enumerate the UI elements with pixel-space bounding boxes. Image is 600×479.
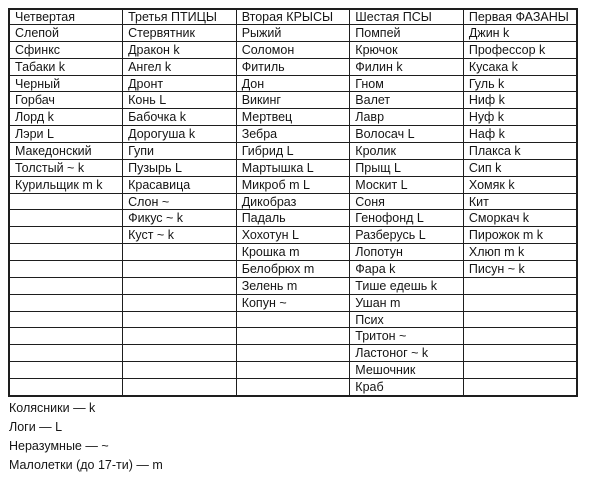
table-cell: Красавица	[123, 176, 237, 193]
table-row	[9, 193, 577, 210]
table-cell	[9, 261, 123, 278]
groups-table	[8, 8, 578, 397]
table-cell: Ангел k	[123, 58, 237, 75]
table-cell	[463, 362, 577, 379]
table-cell: Горбач	[9, 92, 123, 109]
table-cell: Филин k	[350, 58, 464, 75]
table-cell: Слон ~	[123, 193, 237, 210]
table-cell: Хомяк k	[463, 176, 577, 193]
table-row	[9, 92, 577, 109]
table-cell	[123, 244, 237, 261]
table-row	[9, 328, 577, 345]
table-cell	[9, 362, 123, 379]
table-cell	[236, 311, 350, 328]
table-cell: Гуль k	[463, 75, 577, 92]
table-cell: Слепой	[9, 25, 123, 42]
table-cell	[9, 379, 123, 396]
table-cell	[123, 328, 237, 345]
table-cell: Фикус ~ k	[123, 210, 237, 227]
table-cell: Ластоног ~ k	[350, 345, 464, 362]
table-cell: Ниф k	[463, 92, 577, 109]
table-cell: Фара k	[350, 261, 464, 278]
table-cell: Лэри L	[9, 126, 123, 143]
table-cell: Лавр	[350, 109, 464, 126]
table-cell: Викинг	[236, 92, 350, 109]
table-cell	[9, 345, 123, 362]
table-cell: Лопотун	[350, 244, 464, 261]
table-cell	[9, 294, 123, 311]
table-cell: Крючок	[350, 41, 464, 58]
table-row	[9, 244, 577, 261]
table-cell: Зелень m	[236, 277, 350, 294]
table-cell: Конь L	[123, 92, 237, 109]
table-cell: Лорд k	[9, 109, 123, 126]
table-cell	[123, 294, 237, 311]
table-cell: Черный	[9, 75, 123, 92]
column-header: Шестая ПСЫ	[350, 9, 464, 25]
header-row	[9, 9, 577, 25]
table-cell: Гупи	[123, 143, 237, 160]
table-cell: Генофонд L	[350, 210, 464, 227]
table-cell: Табаки k	[9, 58, 123, 75]
table-row	[9, 345, 577, 362]
legend-item: Неразумные — ~	[9, 439, 109, 453]
table-cell	[463, 345, 577, 362]
table-cell: Сип k	[463, 159, 577, 176]
table-cell: Куст ~ k	[123, 227, 237, 244]
legend	[9, 399, 163, 475]
column-header: Вторая КРЫСЫ	[236, 9, 350, 25]
table-cell: Плакса k	[463, 143, 577, 160]
table-row	[9, 379, 577, 396]
table-cell	[123, 345, 237, 362]
table-cell: Пузырь L	[123, 159, 237, 176]
table-cell	[9, 227, 123, 244]
table-cell: Валет	[350, 92, 464, 109]
table-cell: Крошка m	[236, 244, 350, 261]
table-cell	[236, 362, 350, 379]
table-cell: Хохотун L	[236, 227, 350, 244]
table-row	[9, 75, 577, 92]
legend-item: Логи — L	[9, 420, 63, 434]
table-cell: Москит L	[350, 176, 464, 193]
table-cell: Псих	[350, 311, 464, 328]
table-row	[9, 159, 577, 176]
table-cell: Кусака k	[463, 58, 577, 75]
table-cell	[123, 311, 237, 328]
legend-item: Колясники — k	[9, 401, 96, 415]
table-cell: Бабочка k	[123, 109, 237, 126]
table-cell: Мешочник	[350, 362, 464, 379]
table-cell: Рыжий	[236, 25, 350, 42]
table-cell: Дракон k	[123, 41, 237, 58]
table-cell: Падаль	[236, 210, 350, 227]
table-cell: Македонский	[9, 143, 123, 160]
table-cell	[123, 362, 237, 379]
table-cell: Наф k	[463, 126, 577, 143]
table-cell: Писун ~ k	[463, 261, 577, 278]
table-cell: Нуф k	[463, 109, 577, 126]
table-row	[9, 311, 577, 328]
column-header: Четвертая	[9, 9, 123, 25]
table-cell	[9, 244, 123, 261]
table-cell: Микроб m L	[236, 176, 350, 193]
table-cell	[9, 193, 123, 210]
table-cell: Гибрид L	[236, 143, 350, 160]
table-cell: Дронт	[123, 75, 237, 92]
table-cell	[9, 311, 123, 328]
table-cell	[9, 210, 123, 227]
table-cell	[123, 261, 237, 278]
table-cell	[123, 379, 237, 396]
table-row	[9, 277, 577, 294]
table-cell	[236, 379, 350, 396]
table-row	[9, 41, 577, 58]
table-cell: Фитиль	[236, 58, 350, 75]
table-cell: Дикобраз	[236, 193, 350, 210]
table-row	[9, 126, 577, 143]
table-cell: Мертвец	[236, 109, 350, 126]
column-header: Третья ПТИЦЫ	[123, 9, 237, 25]
table-row	[9, 109, 577, 126]
table-cell	[123, 277, 237, 294]
table-cell: Дон	[236, 75, 350, 92]
table-cell: Тритон ~	[350, 328, 464, 345]
table-cell	[236, 328, 350, 345]
table-cell: Стервятник	[123, 25, 237, 42]
table-cell: Пирожок m k	[463, 227, 577, 244]
table-cell: Гном	[350, 75, 464, 92]
table-cell: Курильщик m k	[9, 176, 123, 193]
table-cell	[463, 328, 577, 345]
table-cell: Краб	[350, 379, 464, 396]
table-cell	[463, 277, 577, 294]
table-cell	[463, 379, 577, 396]
table-cell: Мартышка L	[236, 159, 350, 176]
table-row	[9, 176, 577, 193]
table-cell: Дорогуша k	[123, 126, 237, 143]
table-row	[9, 143, 577, 160]
table-cell: Ушан m	[350, 294, 464, 311]
table-cell: Соня	[350, 193, 464, 210]
table-cell: Кит	[463, 193, 577, 210]
table-cell: Толстый ~ k	[9, 159, 123, 176]
table-cell: Сморкач k	[463, 210, 577, 227]
table-cell: Помпей	[350, 25, 464, 42]
table-cell: Зебра	[236, 126, 350, 143]
column-header: Первая ФАЗАНЫ	[463, 9, 577, 25]
table-row	[9, 210, 577, 227]
table-cell: Профессор k	[463, 41, 577, 58]
table-cell: Прыщ L	[350, 159, 464, 176]
table-cell: Хлюп m k	[463, 244, 577, 261]
table-row	[9, 227, 577, 244]
table-body	[9, 25, 577, 397]
table-cell: Сфинкс	[9, 41, 123, 58]
table-cell: Разберусь L	[350, 227, 464, 244]
table-row	[9, 362, 577, 379]
table-cell	[236, 345, 350, 362]
table-cell: Копун ~	[236, 294, 350, 311]
legend-item: Малолетки (до 17-ти) — m	[9, 458, 163, 472]
table-head	[9, 9, 577, 25]
table-cell	[463, 311, 577, 328]
table-cell	[9, 328, 123, 345]
table-cell	[463, 294, 577, 311]
table-row	[9, 25, 577, 42]
table-cell	[9, 277, 123, 294]
table-cell: Соломон	[236, 41, 350, 58]
table-row	[9, 294, 577, 311]
table-row	[9, 58, 577, 75]
table-cell: Волосач L	[350, 126, 464, 143]
table-row	[9, 261, 577, 278]
table-cell: Белобрюх m	[236, 261, 350, 278]
table-cell: Кролик	[350, 143, 464, 160]
table-cell: Тише едешь k	[350, 277, 464, 294]
table-cell: Джин k	[463, 25, 577, 42]
